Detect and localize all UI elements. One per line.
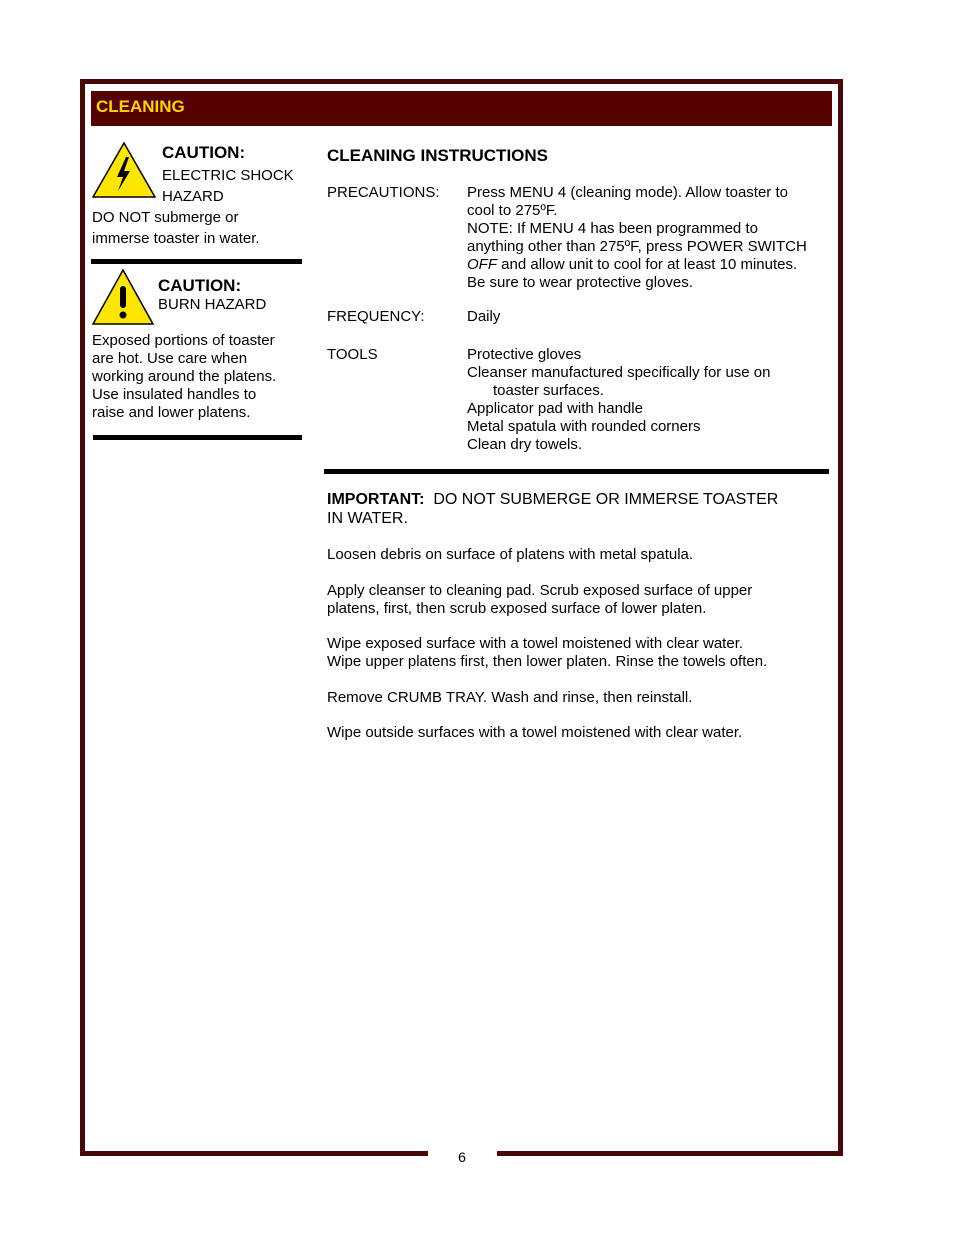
caution-electric-line3: DO NOT submerge or — [92, 209, 239, 226]
frame-bottom-right-rule — [497, 1151, 843, 1156]
caution-burn-text — [92, 332, 302, 422]
caution-burn-line: Exposed portions of toaster — [92, 332, 275, 349]
step-line: Remove CRUMB TRAY. Wash and rinse, then reinstall. — [327, 689, 693, 706]
caution-burn-line: are hot. Use care when — [92, 350, 248, 367]
cleaning-instructions-title: CLEANING INSTRUCTIONS — [327, 146, 548, 165]
step-line: Wipe upper platens first, then lower platen. Rinse the towels often. — [327, 653, 768, 670]
important-text-line1: DO NOT SUBMERGE OR IMMERSE TOASTER — [424, 491, 779, 508]
section-header-bar — [91, 91, 832, 126]
caution-burn-line: Use insulated handles to — [92, 386, 257, 403]
precautions-line: cool to 275ºF. — [467, 202, 558, 219]
off-emphasis: OFF — [467, 256, 497, 273]
tools-item: Cleanser manufactured specifically for use on — [467, 364, 771, 381]
cleaning-step — [327, 635, 767, 671]
precautions-line: Press MENU 4 (cleaning mode). Allow toaster to — [467, 184, 788, 201]
step-line: Wipe outside surfaces with a towel moistened with clear water. — [327, 724, 743, 741]
frequency-value: Daily — [467, 308, 501, 325]
right-divider — [324, 469, 829, 474]
step-line: Apply cleanser to cleaning pad. Scrub exposed surface of upper — [327, 582, 753, 599]
caution-electric-line4: immerse toaster in water. — [92, 230, 260, 247]
important-notice — [327, 490, 778, 528]
caution-burn-subtitle: BURN HAZARD — [158, 296, 267, 313]
important-label: IMPORTANT: — [327, 491, 425, 508]
cleaning-step — [327, 724, 742, 742]
cleaning-step — [327, 689, 692, 707]
precautions-text — [467, 184, 807, 292]
step-line: platens, first, then scrub exposed surface of lower platen. — [327, 600, 707, 617]
precautions-line: NOTE: If MENU 4 has been programmed to — [467, 220, 758, 237]
cleaning-step — [327, 582, 752, 618]
precautions-line-off — [467, 256, 807, 274]
precautions-off-rest: and allow unit to cool for at least 10 minutes. — [497, 256, 798, 273]
tools-list — [467, 346, 771, 454]
precautions-label: PRECAUTIONS: — [327, 184, 440, 201]
frequency-label: FREQUENCY: — [327, 308, 425, 325]
caution-burn-title: CAUTION: — [158, 276, 242, 295]
caution-burn-line: working around the platens. — [92, 368, 277, 385]
left-divider-1 — [91, 259, 302, 264]
electric-shock-warning-icon — [91, 141, 157, 199]
page-number: 6 — [458, 1149, 466, 1165]
tools-item: Clean dry towels. — [467, 436, 583, 453]
caution-burn-line: raise and lower platens. — [92, 404, 251, 421]
caution-electric-title: CAUTION: — [162, 143, 246, 162]
step-line: Loosen debris on surface of platens with metal spatula. — [327, 546, 694, 563]
caution-electric-line2: HAZARD — [162, 188, 224, 205]
tools-item: toaster surfaces. — [493, 382, 604, 399]
tools-item: Protective gloves — [467, 346, 582, 363]
caution-electric-line1: ELECTRIC SHOCK — [162, 167, 294, 184]
precautions-line: Be sure to wear protective gloves. — [467, 274, 693, 291]
section-header-title: CLEANING — [96, 97, 185, 116]
tools-label: TOOLS — [327, 346, 378, 363]
step-line: Wipe exposed surface with a towel moistened with clear water. — [327, 635, 744, 652]
exclamation-warning-icon — [91, 268, 155, 326]
left-divider-2 — [93, 435, 302, 440]
cleaning-step — [327, 546, 693, 564]
tools-item: Applicator pad with handle — [467, 400, 643, 417]
frame-bottom-left-rule — [80, 1151, 428, 1156]
tools-item: Metal spatula with rounded corners — [467, 418, 701, 435]
precautions-line: anything other than 275ºF, press POWER SWITCH — [467, 238, 807, 255]
important-text-line2: IN WATER. — [327, 510, 408, 527]
